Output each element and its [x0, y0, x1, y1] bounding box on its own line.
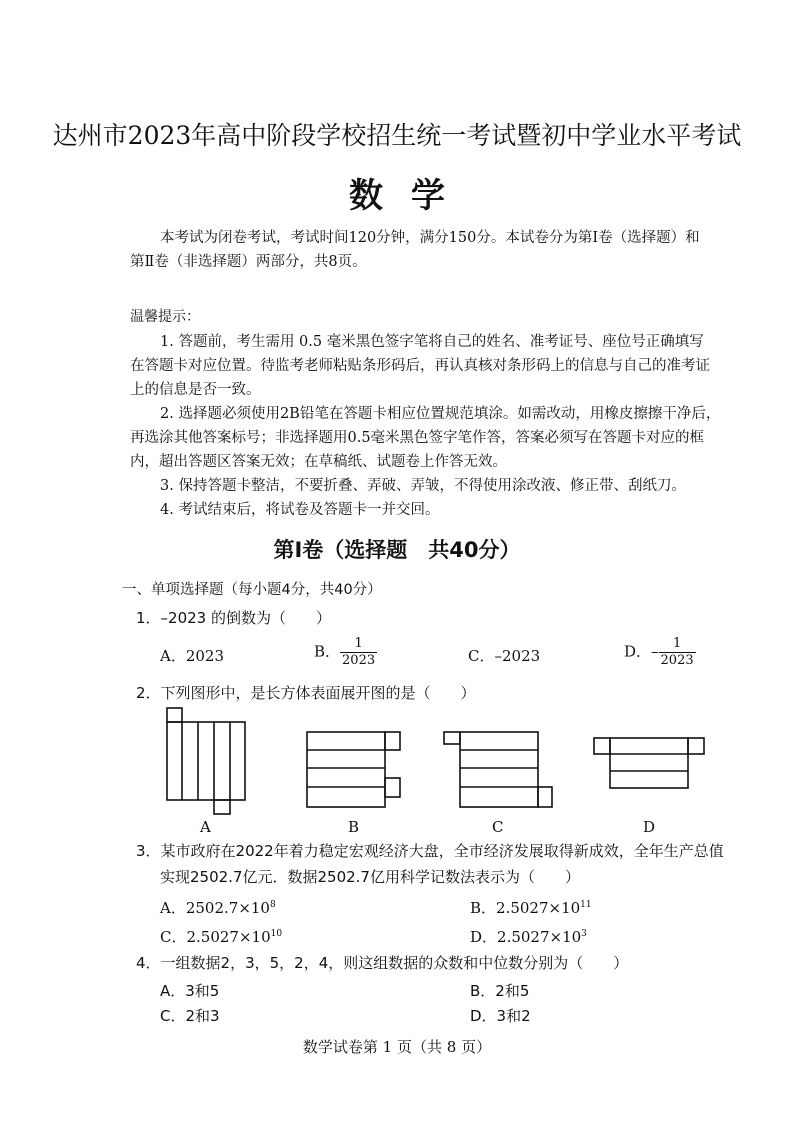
q3-option-c-base: C．2.5027×10	[160, 928, 271, 946]
tip-line: 4. 考试结束后，将试卷及答题卡一并交回。	[160, 502, 440, 518]
tip-line: 上的信息是否一致。	[130, 382, 261, 398]
q3-option-a-base: A．2502.7×10	[160, 899, 270, 917]
tip-line: 内，超出答题区答案无效；在草稿纸、试题卷上作答无效。	[130, 454, 507, 470]
q2-label-a: A	[200, 818, 211, 836]
fraction-denominator: 2023	[660, 653, 694, 668]
q3-option-a	[160, 897, 276, 918]
net-figure-d	[594, 738, 704, 788]
tip-line: 在答题卡对应位置。待监考老师粘贴条形码后，再认真核对条形码上的信息与自己的准考证	[130, 358, 710, 374]
q3-option-b-base: B．2.5027×10	[470, 899, 581, 917]
q3-option-b	[470, 897, 592, 918]
q1-option-d-prefix: D．–	[624, 642, 659, 661]
q3-option-d	[470, 926, 587, 947]
q1-option-b-prefix: B．	[314, 642, 341, 661]
q3-option-c	[160, 926, 282, 947]
fraction-denominator: 2023	[342, 653, 376, 668]
q1-stem: 1．–2023 的倒数为（ ）	[136, 609, 331, 627]
tip-line: 1. 答题前，考生需用 0.5 毫米黑色签字笔将自己的姓名、准考证号、座位号正确填写	[160, 334, 704, 350]
q1-option-c: C．–2023	[468, 647, 541, 665]
intro-line-1: 本考试为闭卷考试，考试时间120分钟，满分150分。本试卷分为第Ⅰ卷（选择题）和	[160, 230, 700, 246]
q1-option-b	[314, 636, 377, 669]
page-footer: 数学试卷第 1 页（共 8 页）	[302, 1038, 492, 1056]
q4-stem: 4．一组数据2，3，5，2，4，则这组数据的众数和中位数分别为（ ）	[136, 954, 629, 972]
q4-option-d: D．3和2	[470, 1007, 531, 1025]
tip-line: 2. 选择题必须使用2B铅笔在答题卡相应位置规范填涂。如需改动，用橡皮擦擦干净后，	[160, 406, 721, 422]
q2-label-d: D	[643, 818, 656, 836]
net-figure-a	[167, 708, 245, 814]
q3-option-b-exp: 11	[580, 900, 592, 910]
q1-option-d	[624, 636, 696, 669]
q4-option-c: C．2和3	[160, 1007, 220, 1025]
fraction-numerator: 1	[659, 636, 696, 653]
intro-line-2: 第Ⅱ卷（非选择题）两部分，共8页。	[130, 254, 367, 270]
subject-title: 数学	[349, 176, 473, 216]
section-title: 第Ⅰ卷（选择题 共40分）	[273, 538, 521, 562]
tips-heading: 温馨提示：	[130, 309, 200, 325]
q2-label-b: B	[348, 818, 360, 836]
tip-line: 再选涂其他答案标号；非选择题用0.5毫米黑色签字笔作答，答案必须写在答题卡对应的框	[130, 430, 705, 446]
q3-option-d-exp: 3	[581, 929, 587, 939]
net-figure-b	[307, 732, 400, 807]
q4-option-b: B．2和5	[470, 982, 530, 1000]
fraction-numerator: 1	[340, 636, 377, 653]
q1-option-a: A．2023	[160, 647, 225, 665]
q4-option-a: A．3和5	[160, 982, 220, 1000]
q2-label-c: C	[492, 818, 504, 836]
q1-option-b-fraction	[340, 636, 377, 669]
q2-stem: 2．下列图形中，是长方体表面展开图的是（ ）	[136, 684, 476, 702]
q3-option-d-base: D．2.5027×10	[470, 928, 582, 946]
part-heading: 一、单项选择题（每小题4分，共40分）	[122, 582, 382, 598]
q3-option-c-exp: 10	[270, 929, 283, 939]
q1-option-d-fraction	[659, 636, 696, 669]
q3-option-a-exp: 8	[269, 900, 276, 910]
tip-line: 3. 保持答题卡整洁，不要折叠、弄破、弄皱，不得使用涂改液、修正带、刮纸刀。	[160, 478, 686, 494]
q3-stem-line-2: 实现2502.7亿元．数据2502.7亿用科学记数法表示为（ ）	[160, 868, 580, 886]
net-figure-c	[444, 732, 552, 807]
q3-stem-line-1: 3．某市政府在2022年着力稳定宏观经济大盘，全市经济发展取得新成效，全年生产总值	[136, 842, 724, 860]
exam-title: 达州市2023年高中阶段学校招生统一考试暨初中学业水平考试	[52, 121, 742, 150]
q2-net-figures	[150, 700, 710, 820]
